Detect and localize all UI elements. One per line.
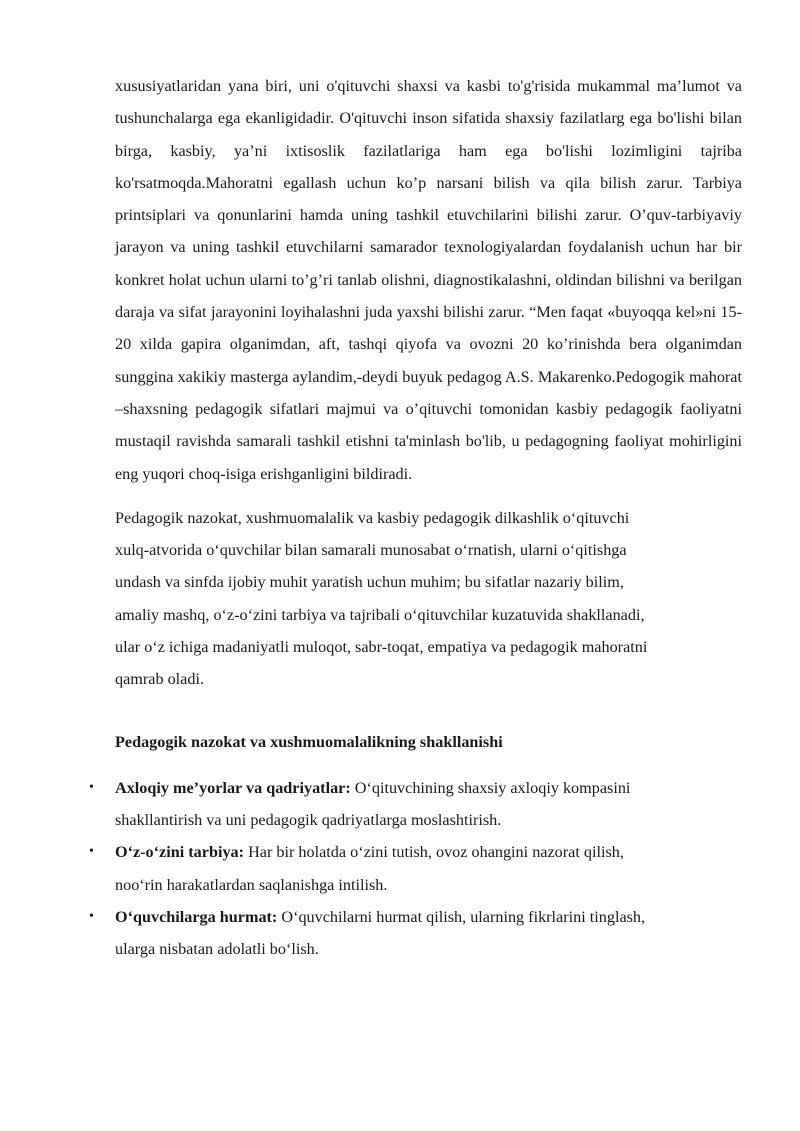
body-paragraph: xususiyatlaridan yana biri, uni o'qituvchi shaxsi va kasbi to'g'risida mukammal ma’lumot va tushunchalarga ega ekanligidadir. O'qituvchi inson sifatida shaxsiy fazilatlarg ega bo'lishi bilan birga, kasbiy, ya’ni ixtisoslik fazilatlariga ham ega bo'lishi lozimligini tajriba ko'rsatmoqda.Mahoratni egallash uchun ko’p narsani bilish va qila bilish zarur. Tarbiya printsiplari va qonunlarini hamda uning tashkil etuvchilarini bilishi zarur. O’quv-tarbiyaviy jarayon va uning tashkil etuvchilarni samarador texnologiyalardan foydalanish uchun har bir konkret holat uchun ularni to’g’ri tanlab olishni, diagnostikalashni, oldindan bilishni va berilgan daraja va sifat jarayonini loyihalashni juda yaxshi bilishi zarur. “Men faqat «buyoqqa kel»ni 15-20 xilda gapira olganimdan, aft, tashqi qiyofa va ovozni 20 ko’rinishda bera olganimdan sunggina xakikiy masterga aylandim,-deydi buyuk pedagog A.S. Makarenko.Pedogogik mahorat –shaxsning pedagogik sifatlari majmui va o’qituvchi tomonidan kasbiy pedagogik faoliyatni mustaqil ravishda samarali tashkil etishni ta'minlash bo'lib, u pedagogning faoliyat mohirligini eng yuqori choq-isiga erishganligini bildiradi. — [115, 77, 742, 483]
section-heading: Pedagogik nazokat va xushmuomalalikning shakllanishi — [115, 732, 503, 751]
paragraph-line: Pedagogik nazokat, xushmuomalalik va kasbiy pedagogik dilkashlik o‘qituvchi — [115, 508, 630, 527]
bullet-list — [89, 772, 742, 966]
bullet-text: Har bir holatda o‘zini tutish, ovoz ohangini nazorat qilish, — [244, 843, 624, 862]
bullet-text-continued: shakllantirish va uni pedagogik qadriyatlarga moslashtirish. — [115, 810, 502, 829]
paragraph-line: xulq-atvorida o‘quvchilar bilan samarali munosabat o‘rnatish, ularni o‘qitishga — [115, 541, 627, 560]
bullet-text: O‘quvchilarni hurmat qilish, ularning fikrlarini tinglash, — [277, 907, 646, 926]
paragraph-line: undash va sinfda ijobiy muhit yaratish uchun muhim; bu sifatlar nazariy bilim, — [115, 573, 624, 592]
list-item — [89, 772, 742, 837]
bullet-text-continued: ularga nisbatan adolatli bo‘lish. — [115, 940, 319, 959]
bullet-term: O‘z-o‘zini tarbiya: — [115, 843, 245, 862]
paragraph-line: ular o‘z ichiga madaniyatli muloqot, sabr-toqat, empatiya va pedagogik mahoratni — [115, 638, 648, 657]
bullet-icon: • — [89, 908, 94, 924]
bullet-term: O‘quvchilarga hurmat: — [115, 907, 278, 926]
bullet-text: O‘qituvchining shaxsiy axloqiy kompasini — [350, 778, 631, 797]
body-paragraph-2 — [115, 502, 742, 696]
list-item — [89, 901, 742, 966]
paragraph-line: qamrab oladi. — [115, 670, 204, 689]
list-item — [89, 836, 742, 901]
bullet-term: Axloqiy me’yorlar va qadriyatlar: — [115, 778, 351, 797]
bullet-icon: • — [89, 779, 94, 795]
paragraph-line: amaliy mashq, o‘z-o‘zini tarbiya va tajribali o‘qituvchilar kuzatuvida shakllanadi, — [115, 605, 645, 624]
bullet-text-continued: noo‘rin harakatlardan saqlanishga intilish. — [115, 875, 388, 894]
bullet-icon: • — [89, 844, 94, 860]
document-page — [89, 70, 742, 965]
